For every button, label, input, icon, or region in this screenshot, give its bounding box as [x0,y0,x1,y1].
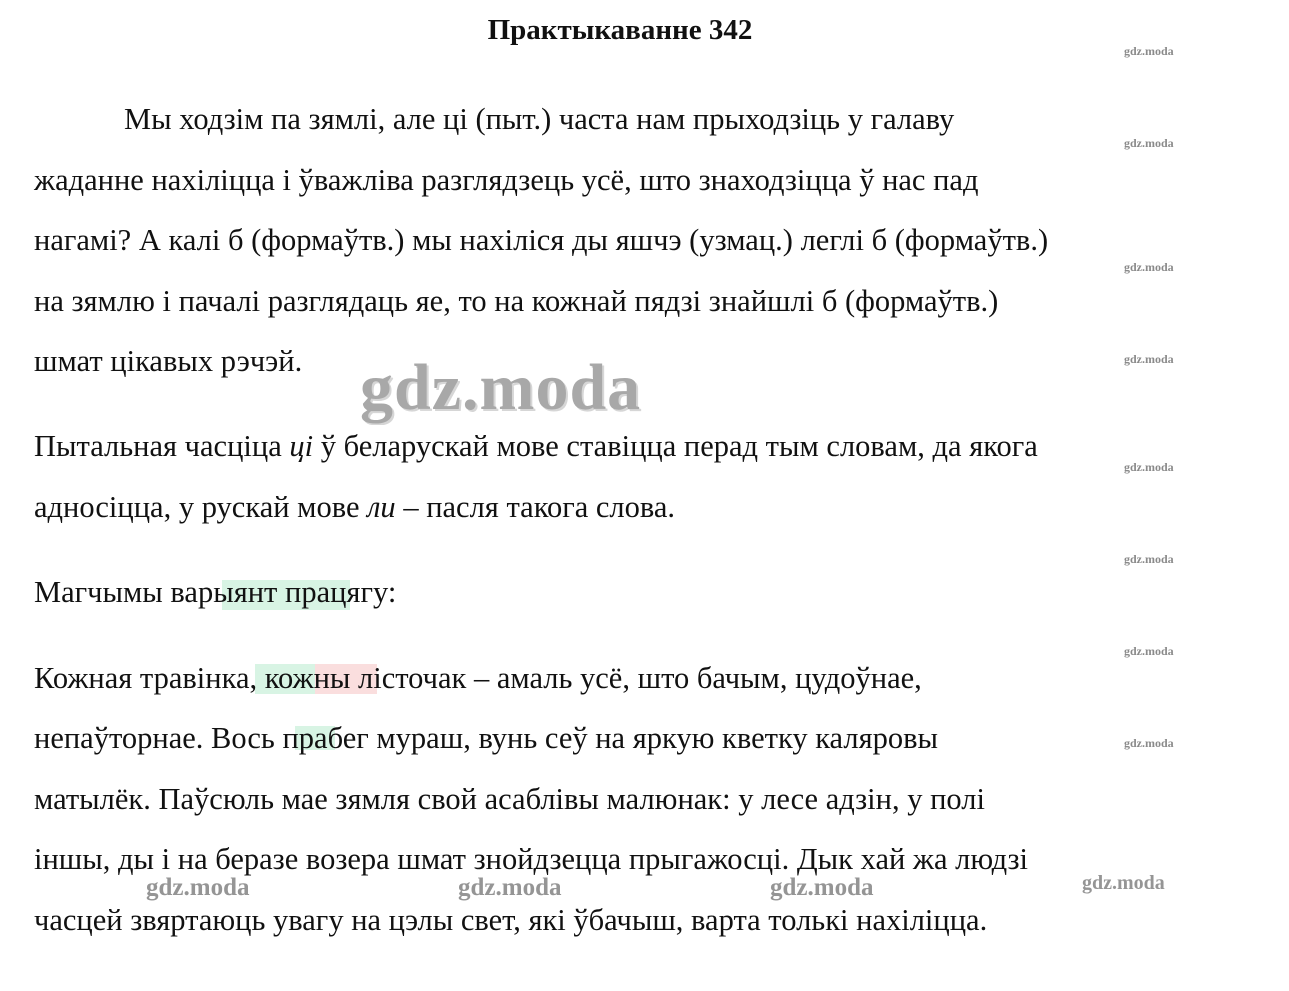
rule-text: Пытальная часціца [34,429,290,463]
watermark: gdz.moda [1124,136,1174,150]
rule-line [34,428,1038,464]
paragraph-line: матылёк. Паўсюль мае зямля свой асаблівы малюнак: у лесе адзін, у полі [34,782,985,816]
rule-particle: ці [289,429,314,463]
paragraph-line: Кожная травінка, кожны лісточак – амаль усё, што бачым, цудоўнае, [34,661,922,695]
watermark-logo: gdz.moda [360,351,642,424]
watermark: gdz.moda [1124,552,1174,566]
watermark: gdz.moda [458,874,562,901]
watermark: gdz.moda [1124,736,1174,750]
rule-text: – пасля такога слова. [395,490,676,524]
paragraph-line: часцей звяртаюць увагу на цэлы свет, які ўбачыш, варта толькі нахіліцца. [34,903,988,937]
watermark: gdz.moda [1124,260,1174,274]
rule-line [34,489,675,525]
rule-particle: ли [367,490,396,524]
watermark: gdz.moda [146,874,250,901]
watermark: gdz.moda [1124,352,1174,366]
paragraph-line: Мы ходзім па зямлі, але ці (пыт.) часта нам прыходзіць у галаву [124,102,955,136]
subheading: Магчымы варыянт працягу: [34,575,397,609]
rule-text: адносіцца, у рускай мове [34,490,368,524]
rule-text: ў беларускай мове ставіцца перад тым словам, да якога [313,429,1038,463]
page-title: Практыкаванне 342 [487,14,753,46]
watermark: gdz.moda [1124,44,1174,58]
watermark: gdz.moda [1082,872,1165,894]
paragraph-line: на зямлю і пачалі разглядаць яе, то на кожнай пядзі знайшлі б (формаўтв.) [34,284,999,318]
paragraph-line: непаўторнае. Вось прабег мураш, вунь сеў на яркую кветку каляровы [34,721,939,755]
watermark: gdz.moda [770,874,874,901]
paragraph-line: нагамі? А калі б (формаўтв.) мы нахіліся ды яшчэ (узмац.) леглі б (формаўтв.) [34,223,1049,257]
paragraph-line: шмат цікавых рэчэй. [34,344,303,378]
watermark: gdz.moda [1124,460,1174,474]
watermark: gdz.moda [1124,644,1174,658]
paragraph-line: іншы, ды і на беразе возера шмат знойдзецца прыгажосці. Дык хай жа людзі [34,842,1029,876]
paragraph-line: жаданне нахіліцца і ўважліва разглядзець усё, што знаходзіцца ў нас пад [34,163,979,197]
